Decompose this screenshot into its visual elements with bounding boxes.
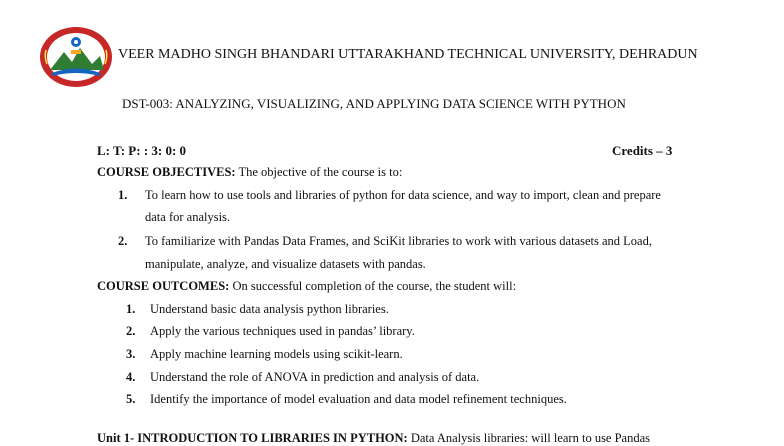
outcome-text: Apply machine learning models using scikit-learn. <box>150 347 403 361</box>
university-name: VEER MADHO SINGH BHANDARI UTTARAKHAND TECHNICAL UNIVERSITY, DEHRADUN <box>118 47 698 62</box>
objective-text-line2: data for analysis. <box>145 210 231 224</box>
ltp-info: L: T: P: : 3: 0: 0 <box>97 143 187 158</box>
objective-text-line2: manipulate, analyze, and visualize datasets with pandas. <box>145 257 426 271</box>
outcome-text: Apply the various techniques used in pandas’ library. <box>150 324 415 338</box>
outcome-text: Understand basic data analysis python libraries. <box>150 302 389 316</box>
objective-number: 1. <box>118 188 128 202</box>
objectives-heading: COURSE OBJECTIVES: <box>97 165 236 179</box>
course-title: DST-003: ANALYZING, VISUALIZING, AND APPLYING DATA SCIENCE WITH PYTHON <box>122 96 626 111</box>
outcome-number: 3. <box>126 347 136 361</box>
outcome-text: Understand the role of ANOVA in prediction and analysis of data. <box>150 370 480 384</box>
objectives-heading-line <box>97 165 402 180</box>
objectives-intro: The objective of the course is to: <box>235 165 403 179</box>
objective-text-line1: To learn how to use tools and libraries of python for data science, and way to import, clean and prepare <box>145 188 661 202</box>
unit1-text: Data Analysis libraries: will learn to use Pandas <box>407 431 651 445</box>
outcome-number: 1. <box>126 302 136 316</box>
outcome-number: 4. <box>126 370 136 384</box>
unit1-heading: Unit 1- INTRODUCTION TO LIBRARIES IN PYTHON: <box>97 431 408 445</box>
outcome-text: Identify the importance of model evaluation and data model refinement techniques. <box>150 392 567 406</box>
outcomes-heading: COURSE OUTCOMES: <box>97 279 230 293</box>
objective-text-line1: To familiarize with Pandas Data Frames, and SciKit libraries to work with various datasets and Load, <box>145 234 652 248</box>
outcome-number: 5. <box>126 392 136 406</box>
objective-number: 2. <box>118 234 128 248</box>
outcomes-heading-line <box>97 279 516 294</box>
outcomes-intro: On successful completion of the course, the student will: <box>229 279 517 293</box>
university-logo <box>38 26 114 88</box>
outcome-number: 2. <box>126 324 136 338</box>
university-seal-icon <box>38 26 114 88</box>
credits-info: Credits – 3 <box>612 143 673 158</box>
unit1-line <box>97 431 650 446</box>
